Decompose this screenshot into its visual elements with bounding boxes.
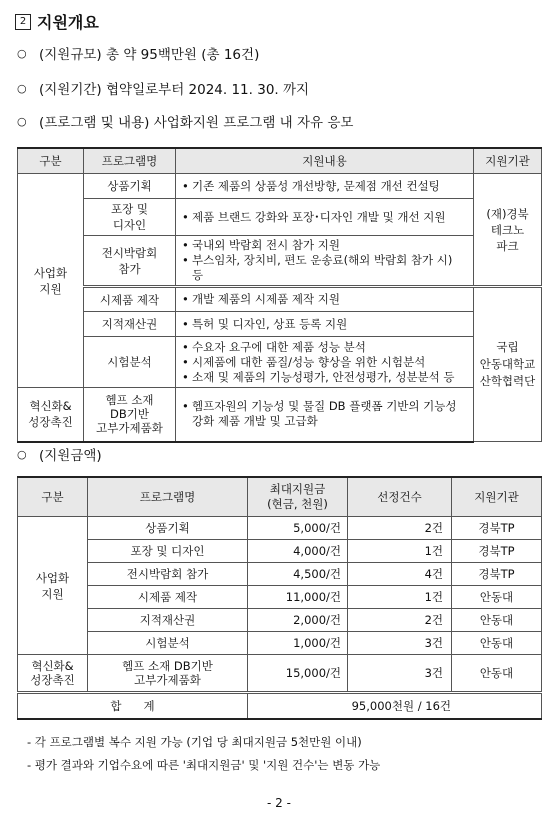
- bullet-text: (지원규모) 총 약 95백만원 (총 16건): [39, 47, 260, 63]
- note-multiple-support: - 각 프로그램별 복수 지원 가능 (기업 당 최대지원금 5천만원 이내): [27, 735, 362, 749]
- agency-andong: 국립 안동대학교 산학협력단: [474, 287, 542, 442]
- header-selection-count: 선정건수: [348, 477, 452, 517]
- program-name: 지적재산권: [84, 312, 176, 337]
- table-row: [18, 174, 542, 199]
- group-commercialization: 사업화 지원: [18, 517, 88, 655]
- program-name: 전시박람회 참가: [88, 563, 248, 586]
- table-row: [18, 287, 542, 312]
- selection-count: 1건: [348, 586, 452, 609]
- program-name: 시험분석: [88, 632, 248, 655]
- max-amount: 5,000/건: [248, 517, 348, 540]
- support-amount-table: [17, 476, 542, 720]
- program-name: 헴프 소재 DB기반 고부가제품화: [88, 655, 248, 693]
- program-name: 헴프 소재 DB기반 고부가제품화: [84, 388, 176, 442]
- total-value: 95,000천원 / 16건: [248, 693, 542, 720]
- program-content: • 국내외 박람회 전시 참가 지원 • 부스임차, 장치비, 편도 운송료(해외 박람회 참가 시) 등: [176, 236, 474, 287]
- total-label: 합 계: [18, 693, 248, 720]
- section-title: 지원개요: [37, 13, 99, 32]
- group-innovation: 혁신화& 성장촉진: [18, 388, 84, 442]
- selection-count: 4건: [348, 563, 452, 586]
- table-row: [18, 312, 542, 337]
- selection-count: 2건: [348, 517, 452, 540]
- header-content: 지원내용: [176, 148, 474, 174]
- table-row: [18, 517, 542, 540]
- table-row: [18, 199, 542, 236]
- program-name: 시험분석: [84, 337, 176, 388]
- header-category: 구분: [18, 477, 88, 517]
- note-variable-terms: - 평가 결과와 기업수요에 따른 '최대지원금' 및 '지원 건수'는 변동 가능: [27, 758, 381, 772]
- table-row: [18, 655, 542, 693]
- agency-gbtp: (재)경북 테크노 파크: [474, 174, 542, 287]
- max-amount: 1,000/건: [248, 632, 348, 655]
- header-program: 프로그램명: [84, 148, 176, 174]
- agency: 경북TP: [452, 563, 542, 586]
- table-header-row: [18, 477, 542, 517]
- agency: 안동대: [452, 609, 542, 632]
- selection-count: 1건: [348, 540, 452, 563]
- program-name: 상품기획: [88, 517, 248, 540]
- header-agency: 지원기관: [452, 477, 542, 517]
- bullet-support-period: [17, 78, 309, 98]
- table-header-row: [18, 148, 542, 174]
- max-amount: 4,000/건: [248, 540, 348, 563]
- table-row: [18, 563, 542, 586]
- bullet-text: (지원금액): [39, 448, 102, 464]
- program-name: 포장 및 디자인: [84, 199, 176, 236]
- max-amount: 15,000/건: [248, 655, 348, 693]
- program-name: 포장 및 디자인: [88, 540, 248, 563]
- agency: 경북TP: [452, 540, 542, 563]
- selection-count: 2건: [348, 609, 452, 632]
- program-name: 상품기획: [84, 174, 176, 199]
- agency: 안동대: [452, 655, 542, 693]
- table-row: [18, 236, 542, 287]
- max-amount: 4,500/건: [248, 563, 348, 586]
- table-row: [18, 586, 542, 609]
- table-row: [18, 540, 542, 563]
- bullet-support-scale: [17, 43, 259, 63]
- agency: 안동대: [452, 586, 542, 609]
- page-number: - 2 -: [267, 796, 291, 810]
- table-row: [18, 388, 542, 442]
- table-row: [18, 337, 542, 388]
- program-name: 지적재산권: [88, 609, 248, 632]
- section-number-box: 2: [15, 14, 31, 30]
- program-content: • 특허 및 디자인, 상표 등록 지원: [176, 312, 474, 337]
- bullet-program-content: [17, 111, 353, 131]
- circle-bullet-icon: ○: [17, 81, 27, 95]
- bullet-support-amount: [17, 444, 102, 464]
- bullet-text: (지원기간) 협약일로부터 2024. 11. 30. 까지: [39, 82, 310, 98]
- program-content: • 헴프자원의 기능성 및 물질 DB 플랫폼 기반의 기능성 강화 제품 개발 및 고급화: [176, 388, 474, 442]
- program-content: • 개발 제품의 시제품 제작 지원: [176, 287, 474, 312]
- circle-bullet-icon: ○: [17, 447, 27, 461]
- table-total-row: [18, 693, 542, 720]
- max-amount: 11,000/건: [248, 586, 348, 609]
- group-commercialization: 사업화 지원: [18, 174, 84, 388]
- table-row: [18, 609, 542, 632]
- bullet-text: (프로그램 및 내용) 사업화지원 프로그램 내 자유 응모: [39, 115, 354, 131]
- program-content-table: [17, 147, 542, 443]
- selection-count: 3건: [348, 632, 452, 655]
- circle-bullet-icon: ○: [17, 114, 27, 128]
- program-name: 전시박람회 참가: [84, 236, 176, 287]
- table-row: [18, 632, 542, 655]
- max-amount: 2,000/건: [248, 609, 348, 632]
- group-innovation: 혁신화& 성장촉진: [18, 655, 88, 693]
- header-agency: 지원기관: [474, 148, 542, 174]
- program-content: • 기존 제품의 상품성 개선방향, 문제점 개선 컨설팅: [176, 174, 474, 199]
- program-name: 시제품 제작: [88, 586, 248, 609]
- header-max-amount: 최대지원금 (현금, 천원): [248, 477, 348, 517]
- agency: 안동대: [452, 632, 542, 655]
- section-heading: [15, 10, 99, 33]
- selection-count: 3건: [348, 655, 452, 693]
- program-name: 시제품 제작: [84, 287, 176, 312]
- circle-bullet-icon: ○: [17, 46, 27, 60]
- header-category: 구분: [18, 148, 84, 174]
- program-content: • 제품 브랜드 강화와 포장･디자인 개발 및 개선 지원: [176, 199, 474, 236]
- program-content: • 수요자 요구에 대한 제품 성능 분석 • 시제품에 대한 품질/성능 향상을 위한 시험분석 • 소재 및 제품의 기능성평가, 안전성평가, 성분분석 등: [176, 337, 474, 388]
- agency: 경북TP: [452, 517, 542, 540]
- header-program: 프로그램명: [88, 477, 248, 517]
